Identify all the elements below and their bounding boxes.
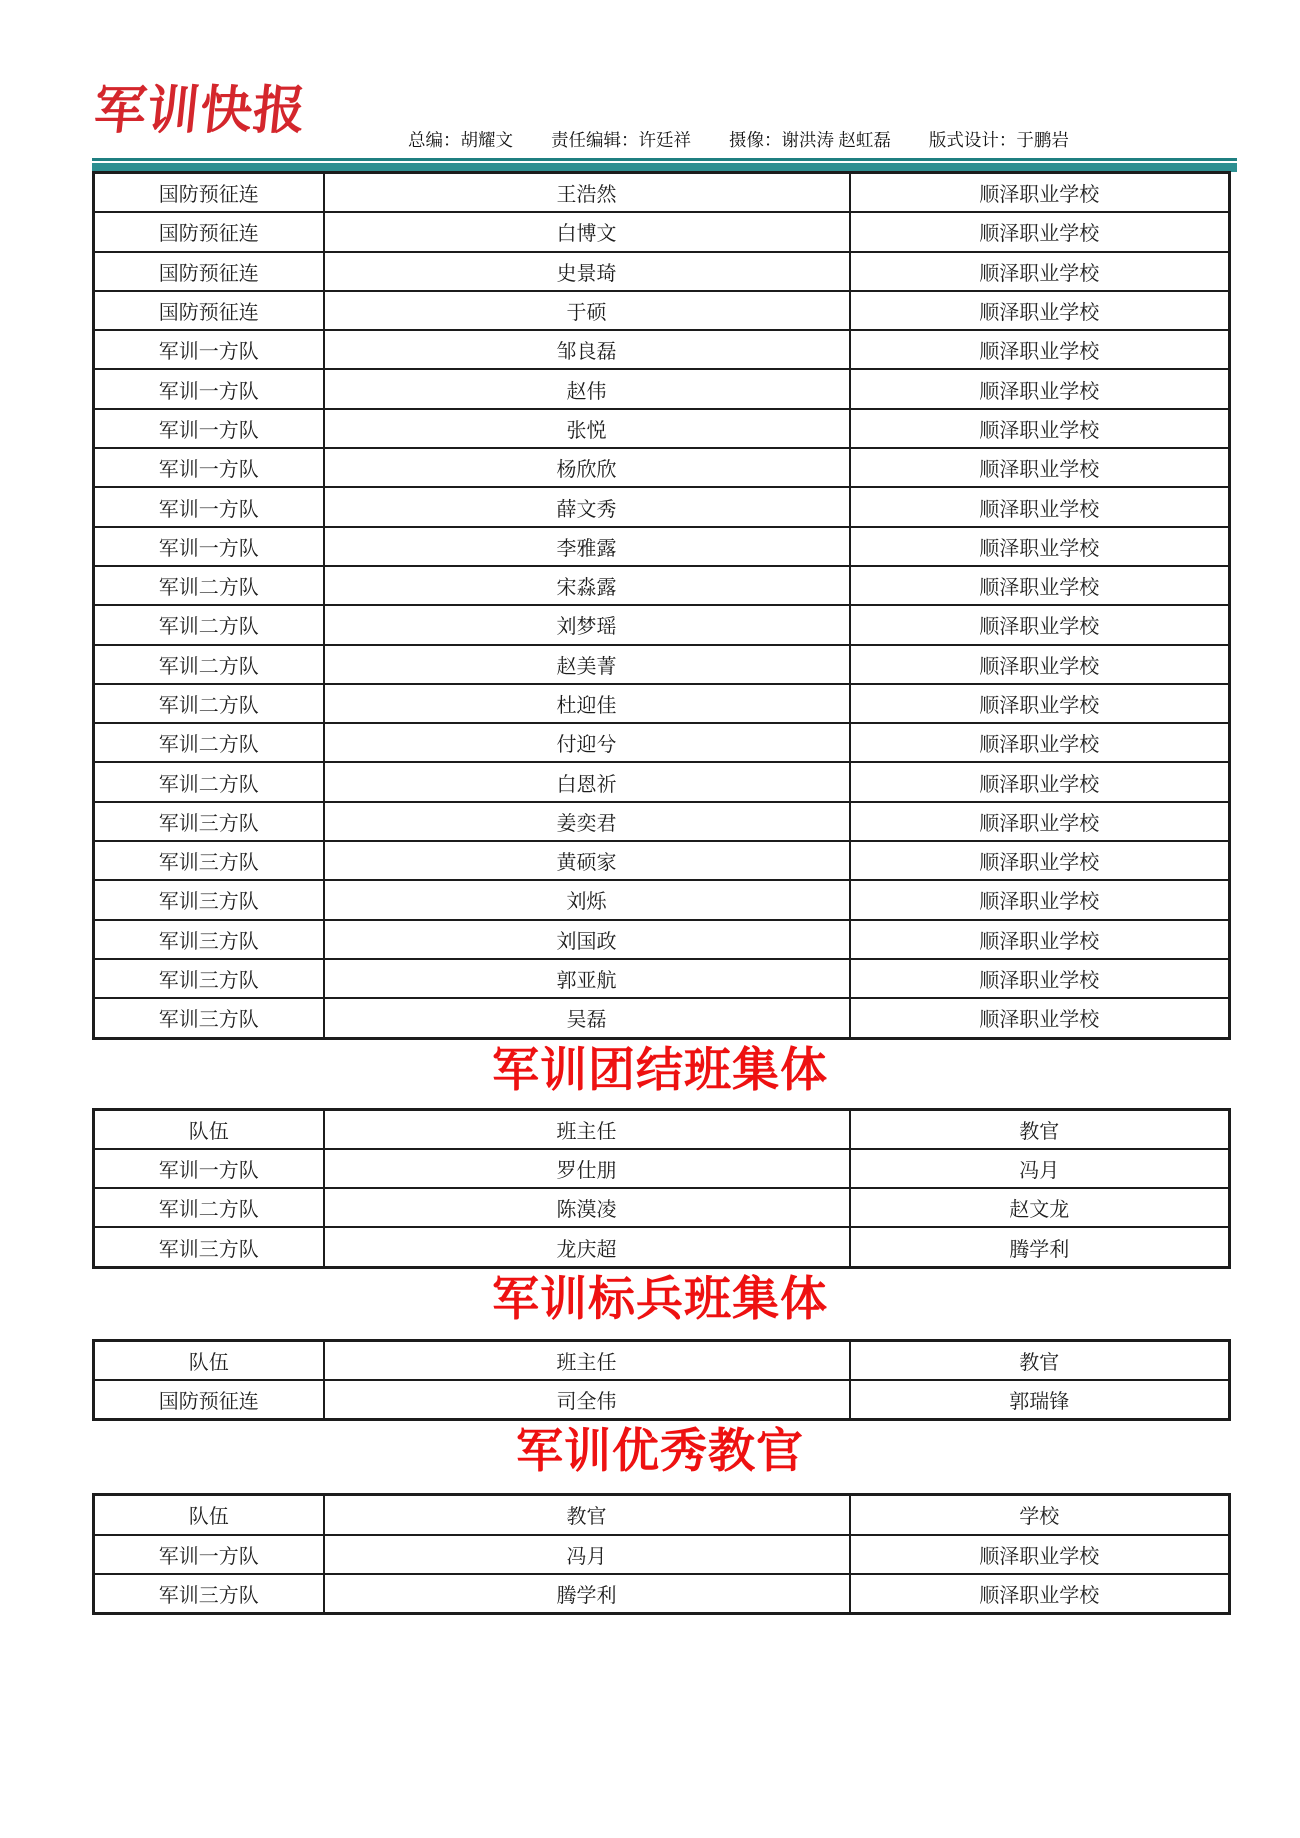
table-cell: 顺泽职业学校 [850, 841, 1230, 880]
excellent-instructor-table-header [94, 1495, 1230, 1535]
table-cell: 军训二方队 [94, 684, 324, 723]
model-class-table-header [94, 1340, 1230, 1380]
table-cell: 国防预征连 [94, 173, 324, 213]
credit-chief-editor: 总编：胡耀文 [408, 130, 513, 150]
table-row [94, 998, 1230, 1038]
table-row [94, 369, 1230, 408]
column-header: 队伍 [94, 1340, 324, 1380]
model-class-table [92, 1339, 1231, 1422]
table-cell: 刘梦瑶 [324, 605, 850, 644]
table-cell: 顺泽职业学校 [850, 369, 1230, 408]
masthead-credits [408, 127, 1069, 152]
table-cell: 杨欣欣 [324, 448, 850, 487]
table-cell: 赵文龙 [850, 1188, 1230, 1227]
table-row [94, 920, 1230, 959]
table-row [94, 1149, 1230, 1188]
table-cell: 军训一方队 [94, 1535, 324, 1574]
table-cell: 付迎兮 [324, 723, 850, 762]
table-row [94, 684, 1230, 723]
table-row [94, 605, 1230, 644]
table-cell: 军训三方队 [94, 1574, 324, 1614]
table-cell: 顺泽职业学校 [850, 330, 1230, 369]
table-cell: 顺泽职业学校 [850, 723, 1230, 762]
award-list-table-continued [92, 171, 1231, 1040]
table-row [94, 252, 1230, 291]
table-cell: 顺泽职业学校 [850, 802, 1230, 841]
table-cell: 军训三方队 [94, 841, 324, 880]
table-cell: 军训二方队 [94, 762, 324, 801]
table-row [94, 1380, 1230, 1420]
credit-layout-design: 版式设计：于鹏岩 [928, 130, 1069, 150]
masthead-divider [92, 158, 1237, 172]
table-cell: 顺泽职业学校 [850, 527, 1230, 566]
table-cell: 顺泽职业学校 [850, 920, 1230, 959]
table-cell: 杜迎佳 [324, 684, 850, 723]
table-cell: 军训一方队 [94, 1149, 324, 1188]
table-cell: 姜奕君 [324, 802, 850, 841]
table-cell: 史景琦 [324, 252, 850, 291]
table-cell: 白恩祈 [324, 762, 850, 801]
table-row [94, 330, 1230, 369]
table-cell: 刘国政 [324, 920, 850, 959]
table-cell: 军训二方队 [94, 566, 324, 605]
column-header: 教官 [850, 1340, 1230, 1380]
table-cell: 邹良磊 [324, 330, 850, 369]
table-row [94, 173, 1230, 213]
table-cell: 于硕 [324, 291, 850, 330]
table-row [94, 448, 1230, 487]
unity-class-table-header [94, 1109, 1230, 1149]
table-cell: 顺泽职业学校 [850, 566, 1230, 605]
unity-class-table-body [94, 1149, 1230, 1267]
column-header: 班主任 [324, 1109, 850, 1149]
table-cell: 宋淼露 [324, 566, 850, 605]
table-cell: 李雅露 [324, 527, 850, 566]
table-cell: 张悦 [324, 409, 850, 448]
table-cell: 白博文 [324, 212, 850, 251]
table-cell: 军训三方队 [94, 1227, 324, 1267]
table-cell: 赵伟 [324, 369, 850, 408]
column-header: 教官 [324, 1495, 850, 1535]
column-header: 教官 [850, 1109, 1230, 1149]
page-content [92, 171, 1228, 1615]
table-row [94, 645, 1230, 684]
table-cell: 顺泽职业学校 [850, 212, 1230, 251]
table-cell: 顺泽职业学校 [850, 605, 1230, 644]
table-row [94, 802, 1230, 841]
model-class-table-body [94, 1380, 1230, 1420]
table-cell: 军训一方队 [94, 330, 324, 369]
table-cell: 赵美菁 [324, 645, 850, 684]
section-heading-unity-class: 军训团结班集体 [492, 1044, 828, 1097]
table-cell: 顺泽职业学校 [850, 762, 1230, 801]
table-cell: 军训一方队 [94, 487, 324, 526]
table-cell: 军训三方队 [94, 959, 324, 998]
table-cell: 顺泽职业学校 [850, 1535, 1230, 1574]
table-cell: 冯月 [324, 1535, 850, 1574]
table-cell: 顺泽职业学校 [850, 291, 1230, 330]
table-row [94, 959, 1230, 998]
table-cell: 军训三方队 [94, 802, 324, 841]
table-cell: 军训一方队 [94, 409, 324, 448]
column-header: 队伍 [94, 1109, 324, 1149]
table-row [94, 723, 1230, 762]
table-cell: 国防预征连 [94, 291, 324, 330]
table-row [94, 1188, 1230, 1227]
table-cell: 国防预征连 [94, 252, 324, 291]
column-header: 队伍 [94, 1495, 324, 1535]
credit-responsible-editor: 责任编辑：许廷祥 [551, 130, 691, 150]
excellent-instructor-table-body [94, 1535, 1230, 1614]
column-header: 学校 [850, 1495, 1230, 1535]
table-cell: 军训三方队 [94, 880, 324, 919]
table-cell: 刘烁 [324, 880, 850, 919]
table-header-row [94, 1340, 1230, 1380]
table-cell: 军训一方队 [94, 369, 324, 408]
table-cell: 军训二方队 [94, 605, 324, 644]
table-row [94, 566, 1230, 605]
table-cell: 黄硕家 [324, 841, 850, 880]
table-cell: 军训二方队 [94, 645, 324, 684]
table-row [94, 527, 1230, 566]
table-cell: 顺泽职业学校 [850, 173, 1230, 213]
table-row [94, 409, 1230, 448]
table-cell: 郭亚航 [324, 959, 850, 998]
credit-photography: 摄像：谢洪涛 赵虹磊 [729, 130, 891, 150]
table-cell: 国防预征连 [94, 1380, 324, 1420]
award-list-body [94, 173, 1230, 1039]
table-cell: 罗仕朋 [324, 1149, 850, 1188]
table-cell: 军训一方队 [94, 527, 324, 566]
table-row [94, 212, 1230, 251]
excellent-instructor-table [92, 1493, 1231, 1615]
table-cell: 腾学利 [324, 1574, 850, 1614]
table-cell: 司全伟 [324, 1380, 850, 1420]
table-row [94, 762, 1230, 801]
table-row [94, 291, 1230, 330]
table-cell: 顺泽职业学校 [850, 880, 1230, 919]
table-row [94, 880, 1230, 919]
table-cell: 薛文秀 [324, 487, 850, 526]
table-cell: 军训三方队 [94, 998, 324, 1038]
table-row [94, 1574, 1230, 1614]
table-cell: 顺泽职业学校 [850, 998, 1230, 1038]
table-cell: 军训三方队 [94, 920, 324, 959]
table-cell: 顺泽职业学校 [850, 252, 1230, 291]
table-cell: 国防预征连 [94, 212, 324, 251]
table-cell: 龙庆超 [324, 1227, 850, 1267]
column-header: 班主任 [324, 1340, 850, 1380]
table-cell: 顺泽职业学校 [850, 448, 1230, 487]
table-cell: 郭瑞锋 [850, 1380, 1230, 1420]
table-cell: 陈漠凌 [324, 1188, 850, 1227]
table-cell: 吴磊 [324, 998, 850, 1038]
table-cell: 军训一方队 [94, 448, 324, 487]
table-cell: 顺泽职业学校 [850, 684, 1230, 723]
table-cell: 顺泽职业学校 [850, 959, 1230, 998]
table-cell: 顺泽职业学校 [850, 645, 1230, 684]
unity-class-table [92, 1108, 1231, 1269]
table-row [94, 1227, 1230, 1267]
table-cell: 腾学利 [850, 1227, 1230, 1267]
table-cell: 冯月 [850, 1149, 1230, 1188]
newsletter-logo: 军训快报 [91, 83, 310, 140]
table-cell: 军训二方队 [94, 1188, 324, 1227]
section-heading-excellent-instructor: 军训优秀教官 [516, 1426, 804, 1479]
table-header-row [94, 1109, 1230, 1149]
table-cell: 顺泽职业学校 [850, 487, 1230, 526]
table-cell: 军训二方队 [94, 723, 324, 762]
table-cell: 顺泽职业学校 [850, 409, 1230, 448]
table-row [94, 487, 1230, 526]
table-cell: 王浩然 [324, 173, 850, 213]
table-row [94, 841, 1230, 880]
table-cell: 顺泽职业学校 [850, 1574, 1230, 1614]
table-row [94, 1535, 1230, 1574]
table-header-row [94, 1495, 1230, 1535]
section-heading-model-class: 军训标兵班集体 [492, 1273, 828, 1326]
